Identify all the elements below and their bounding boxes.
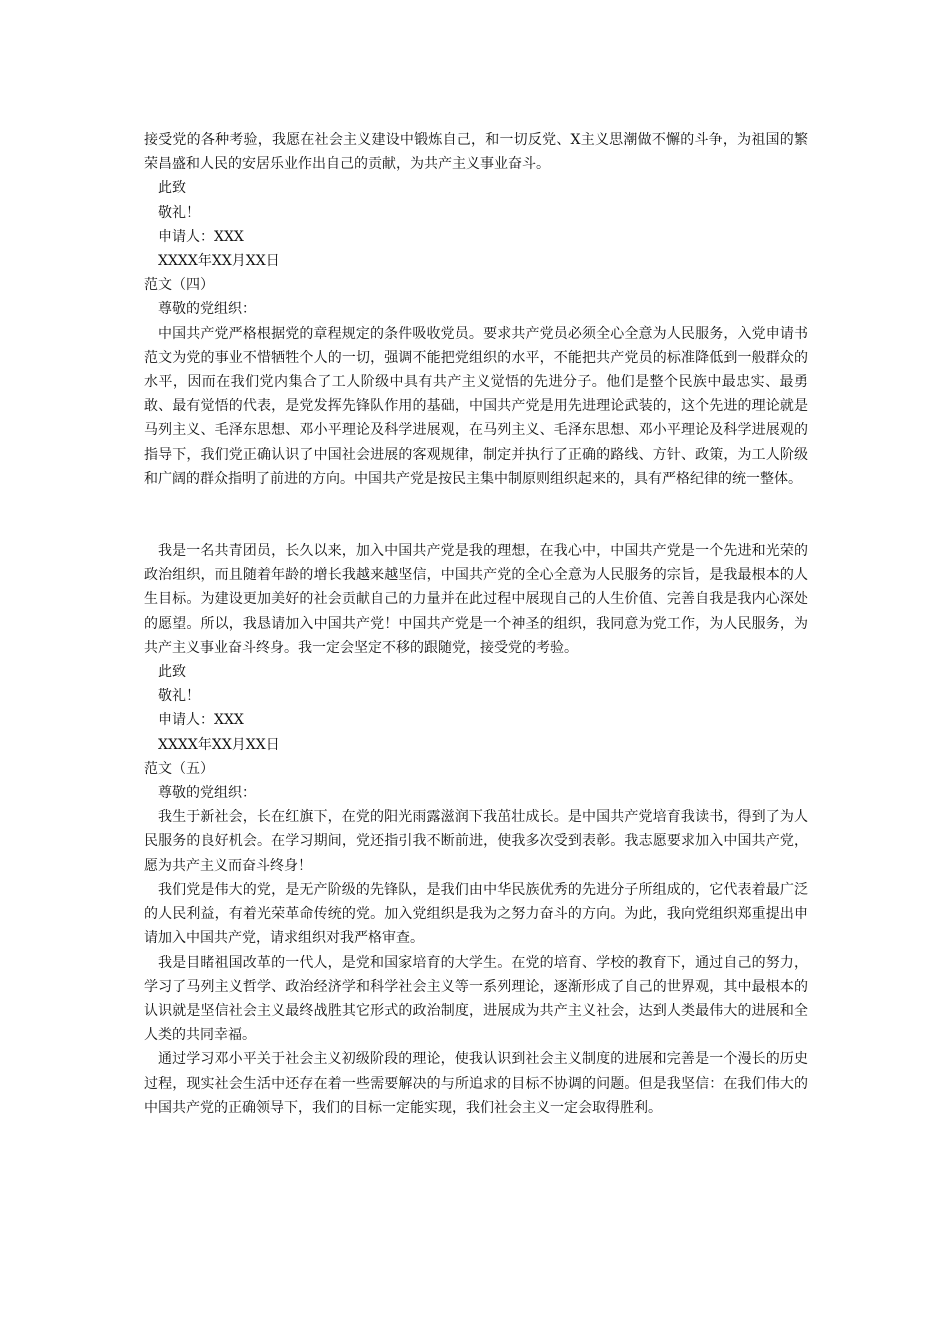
- closing-jingli: 敬礼！: [158, 204, 200, 221]
- paragraph-spacer: [144, 491, 808, 539]
- salutation-four: 尊敬的党组织：: [158, 301, 256, 318]
- salutation-five: 尊敬的党组织：: [158, 785, 256, 802]
- paragraph-four-2: 我是一名共青团员，长久以来，加入中国共产党是我的理想，在我心中，中国共产党是一个先进和光荣的政治组织，而且随着年龄的增长我越来越坚信，中国共产党的全心全意为人民服务的宗旨，是我最根本的人生目标。为建设更加美好的社会贡献自己的力量并在此过程中展现自己的人生价值、完善自我是我内心深处的愿望。所以，我恳请加入中国共产党！中国共产党是一个神圣的组织，我同意为党工作，为人民服务，为共产主义事业奋斗终身。我一定会坚定不移的跟随党，接受党的考验。: [144, 543, 808, 656]
- paragraph-five-3: 我是目睹祖国改革的一代人，是党和国家培育的大学生。在党的培育、学校的教育下，通过自己的努力，学习了马列主义哲学、政治经济学和科学社会主义等一系列理论，逐渐形成了自己的世界观，其中最根本的认识就是坚信社会主义最终战胜其它形式的政治制度，进展成为共产主义社会，达到人类最伟大的进展和全人类的共同幸福。: [144, 954, 808, 1044]
- document-page: [144, 128, 808, 1120]
- closing-cizhi: 此致: [158, 180, 186, 197]
- closing-cizhi-four: 此致: [158, 664, 186, 681]
- closing-jingli-four: 敬礼！: [158, 688, 200, 705]
- paragraph-five-2: 我们党是伟大的党，是无产阶级的先锋队，是我们由中华民族优秀的先进分子所组成的，它代表着最广泛的人民利益，有着光荣革命传统的党。加入党组织是我为之努力奋斗的方向。为此，我向党组织郑重提出申请加入中国共产党，请求组织对我严格审查。: [144, 881, 808, 947]
- paragraph-four-1: 中国共产党严格根据党的章程规定的条件吸收党员。要求共产党员必须全心全意为人民服务，入党申请书范文为党的事业不惜牺牲个人的一切，强调不能把党组织的水平，不能把共产党员的标准降低到一般群众的水平，因而在我们党内集合了工人阶级中具有共产主义觉悟的先进分子。他们是整个民族中最忠实、最勇敢、最有觉悟的代表，是党发挥先锋队作用的基础，中国共产党是用先进理论武装的，这个先进的理论就是马列主义、毛泽东思想、邓小平理论及科学进展观，在马列主义、毛泽东思想、邓小平理论及科学进展观的指导下，我们党正确认识了中国社会进展的客观规律，制定并执行了正确的路线、方针、政策，为工人阶级和广阔的群众指明了前进的方向。中国共产党是按民主集中制原则组织起来的，具有严格纪律的统一整体。: [144, 325, 808, 487]
- section-heading-five: 范文（五）: [144, 760, 214, 777]
- signature-date: XXXX年XX月XX日: [158, 253, 280, 270]
- section-heading-four: 范文（四）: [144, 277, 214, 294]
- paragraph-section-three-tail: 接受党的各种考验，我愿在社会主义建设中锻炼自己，和一切反党、X主义思潮做不懈的斗争，为祖国的繁荣昌盛和人民的安居乐业作出自己的贡献，为共产主义事业奋斗。: [144, 132, 808, 173]
- applicant-signature-four: 申请人：XXX: [158, 712, 244, 729]
- signature-date-four: XXXX年XX月XX日: [158, 736, 280, 753]
- paragraph-five-1: 我生于新社会，长在红旗下，在党的阳光雨露滋润下我茁壮成长。是中国共产党培育我读书，得到了为人民服务的良好机会。在学习期间，党还指引我不断前进，使我多次受到表彰。我志愿要求加入中国共产党，愿为共产主义而奋斗终身！: [144, 809, 808, 874]
- paragraph-five-4: 通过学习邓小平关于社会主义初级阶段的理论，使我认识到社会主义制度的进展和完善是一个漫长的历史过程，现实社会生活中还存在着一些需要解决的与所追求的目标不协调的问题。但是我坚信：在我们伟大的中国共产党的正确领导下，我们的目标一定能实现，我们社会主义一定会取得胜利。: [144, 1051, 808, 1116]
- applicant-signature: 申请人：XXX: [158, 228, 244, 245]
